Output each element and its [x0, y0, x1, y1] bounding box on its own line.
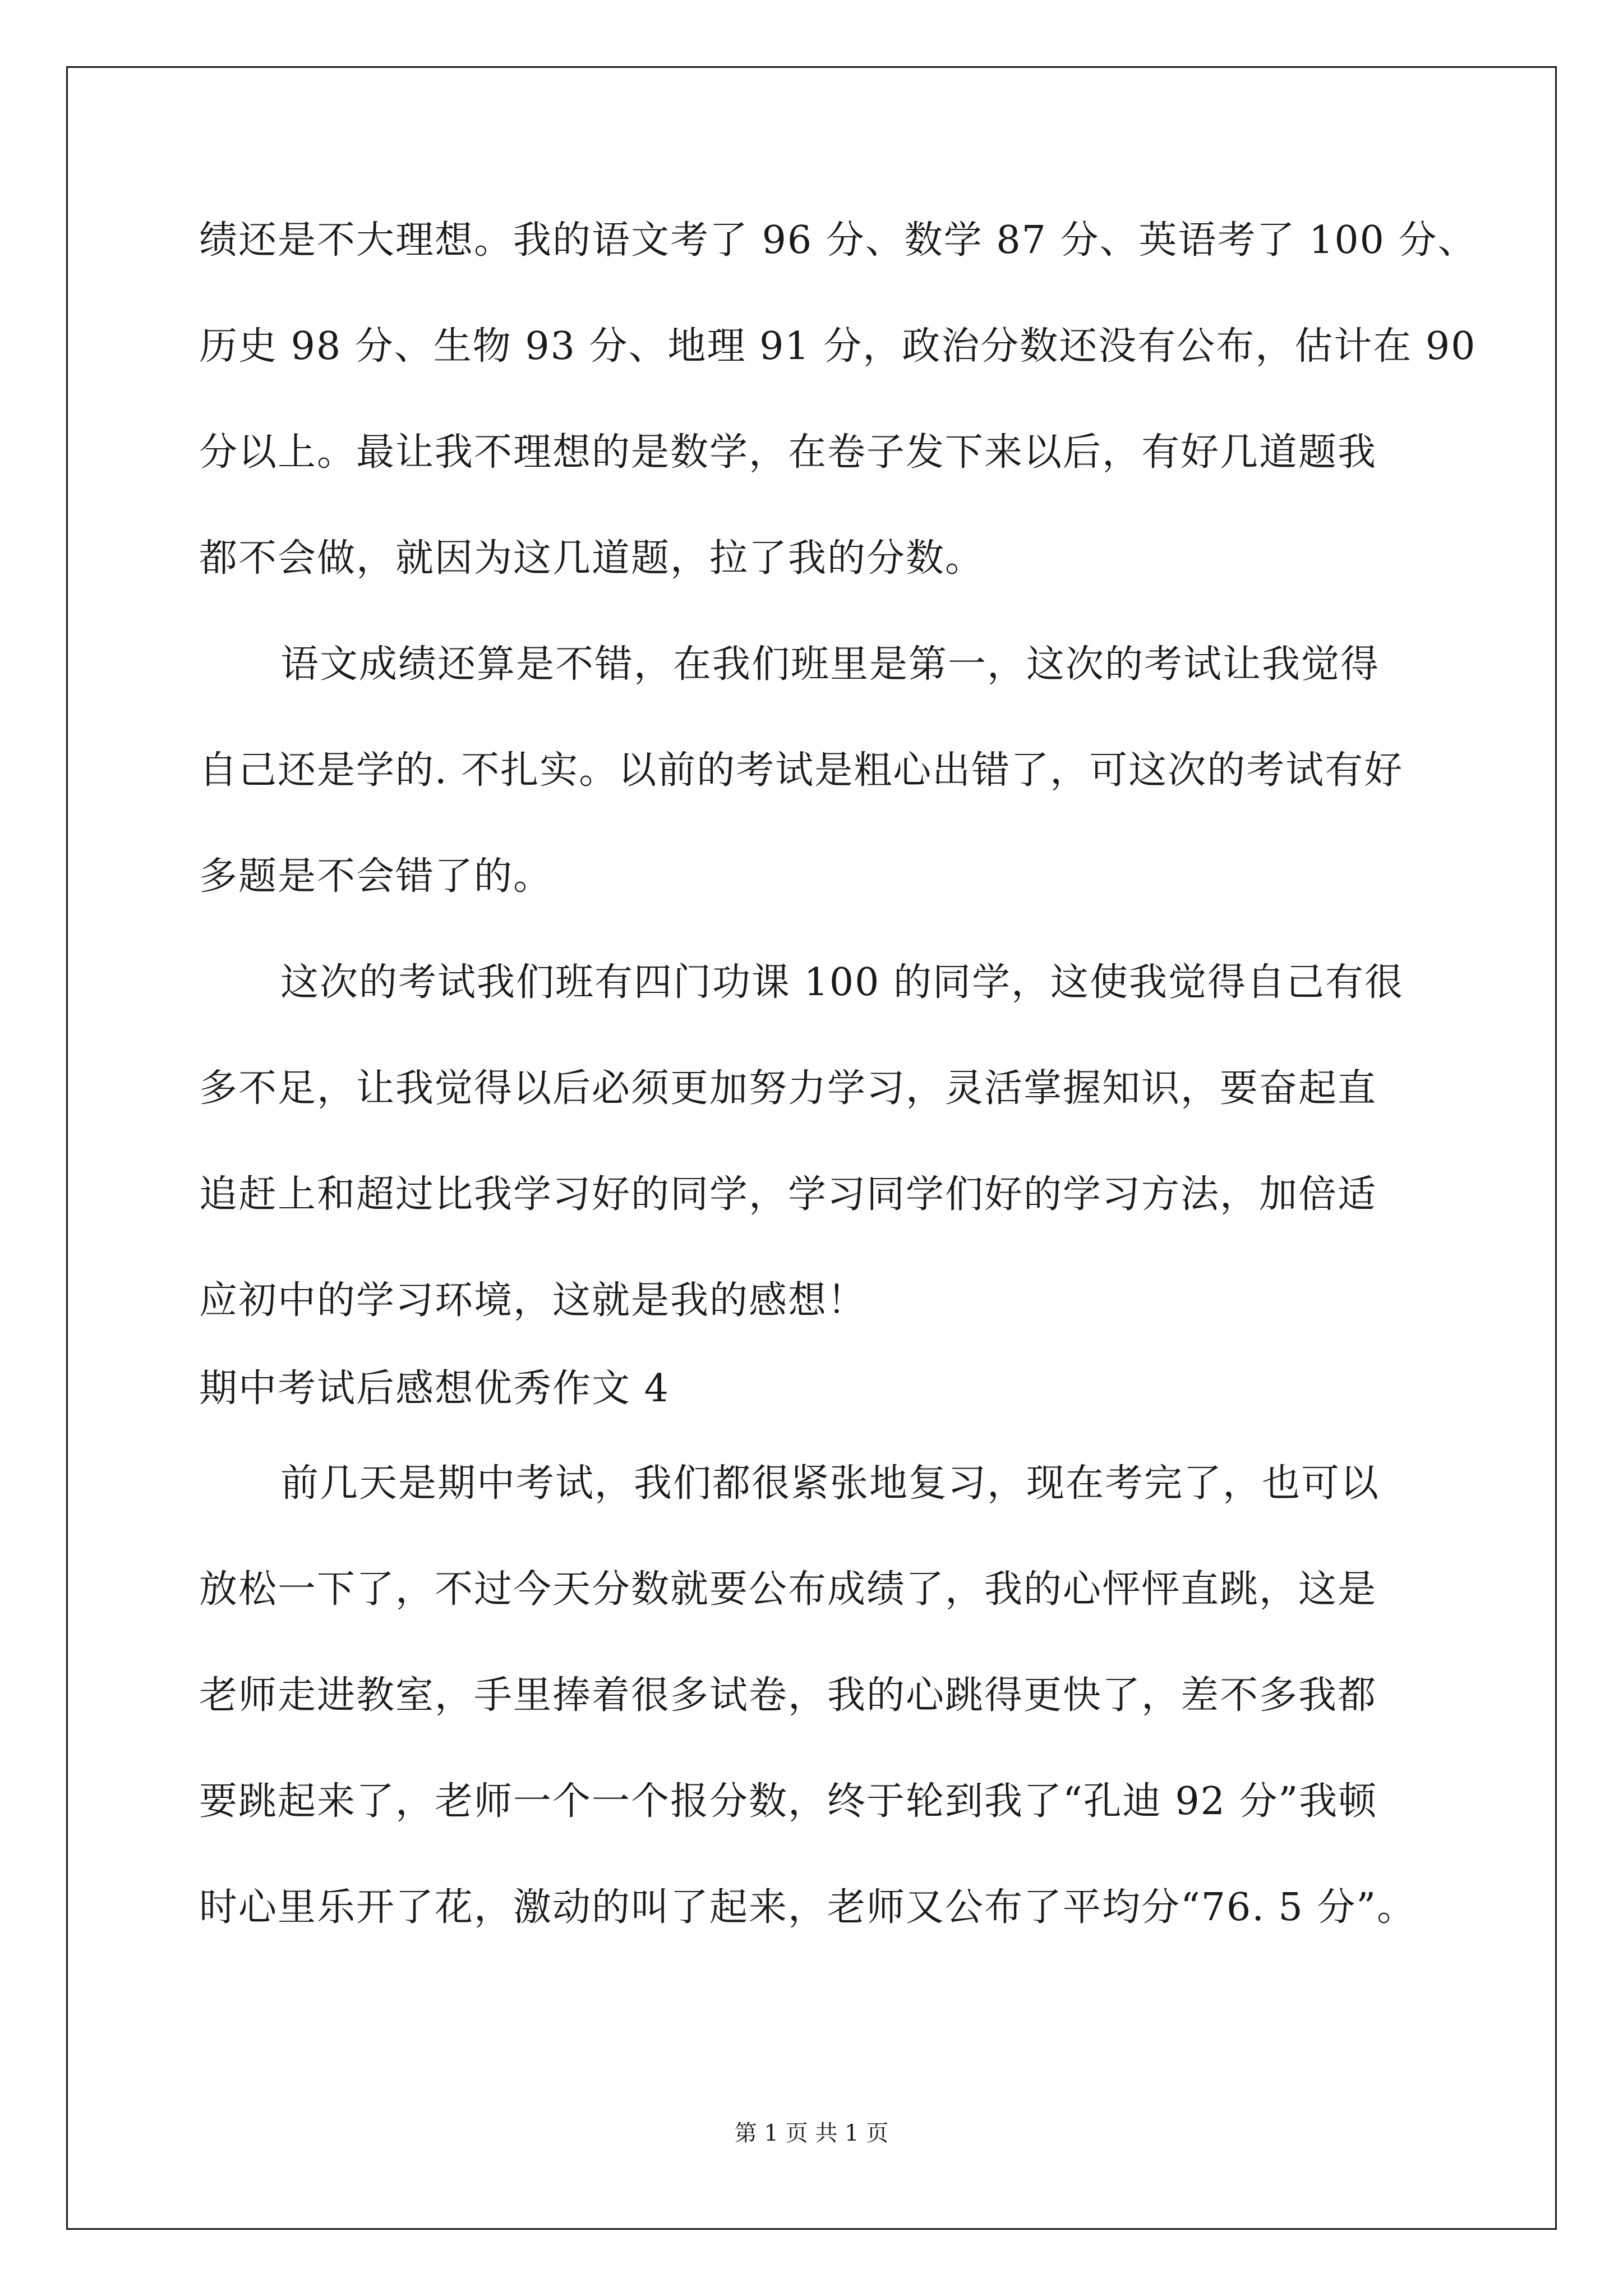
text-line: 放松一下了，不过今天分数就要公布成绩了，我的心怦怦直跳，这是	[199, 1567, 1377, 1612]
text-line: 老师走进教室，手里捧着很多试卷，我的心跳得更快了，差不多我都	[199, 1673, 1377, 1718]
page-number-footer: 第 1 页 共 1 页	[734, 2120, 889, 2146]
text-line: 追赶上和超过比我学习好的同学，学习同学们好的学习方法，加倍适	[199, 1172, 1377, 1217]
text-line: 要跳起来了，老师一个一个报分数，终于轮到我了“孔迪 92 分”我顿	[199, 1779, 1378, 1824]
text-line: 绩还是不大理想。我的语文考了 96 分、数学 87 分、英语考了 100 分、	[199, 218, 1477, 263]
text-line: 应初中的学习环境，这就是我的感想！	[199, 1278, 867, 1323]
text-line: 语文成绩还算是不错，在我们班里是第一，这次的考试让我觉得	[280, 642, 1380, 687]
text-line: 自己还是学的. 不扎实。以前的考试是粗心出错了，可这次的考试有好	[199, 748, 1404, 793]
text-line: 前几天是期中考试，我们都很紧张地复习，现在考完了，也可以	[280, 1461, 1380, 1506]
text-line: 多题是不会错了的。	[199, 854, 553, 899]
text-line: 多不足，让我觉得以后必须更加努力学习，灵活掌握知识，要奋起直	[199, 1066, 1377, 1111]
text-line: 这次的考试我们班有四门功课 100 的同学，这使我觉得自己有很	[280, 960, 1404, 1005]
section-heading: 期中考试后感想优秀作文 4	[199, 1366, 670, 1411]
text-line: 历史 98 分、生物 93 分、地理 91 分，政治分数还没有公布，估计在 90	[199, 324, 1477, 369]
text-line: 分以上。最让我不理想的是数学，在卷子发下来以后，有好几道题我	[199, 430, 1377, 475]
text-line: 时心里乐开了花，激动的叫了起来，老师又公布了平均分“76. 5 分”。	[199, 1885, 1417, 1930]
text-line: 都不会做，就因为这几道题，拉了我的分数。	[199, 536, 985, 581]
